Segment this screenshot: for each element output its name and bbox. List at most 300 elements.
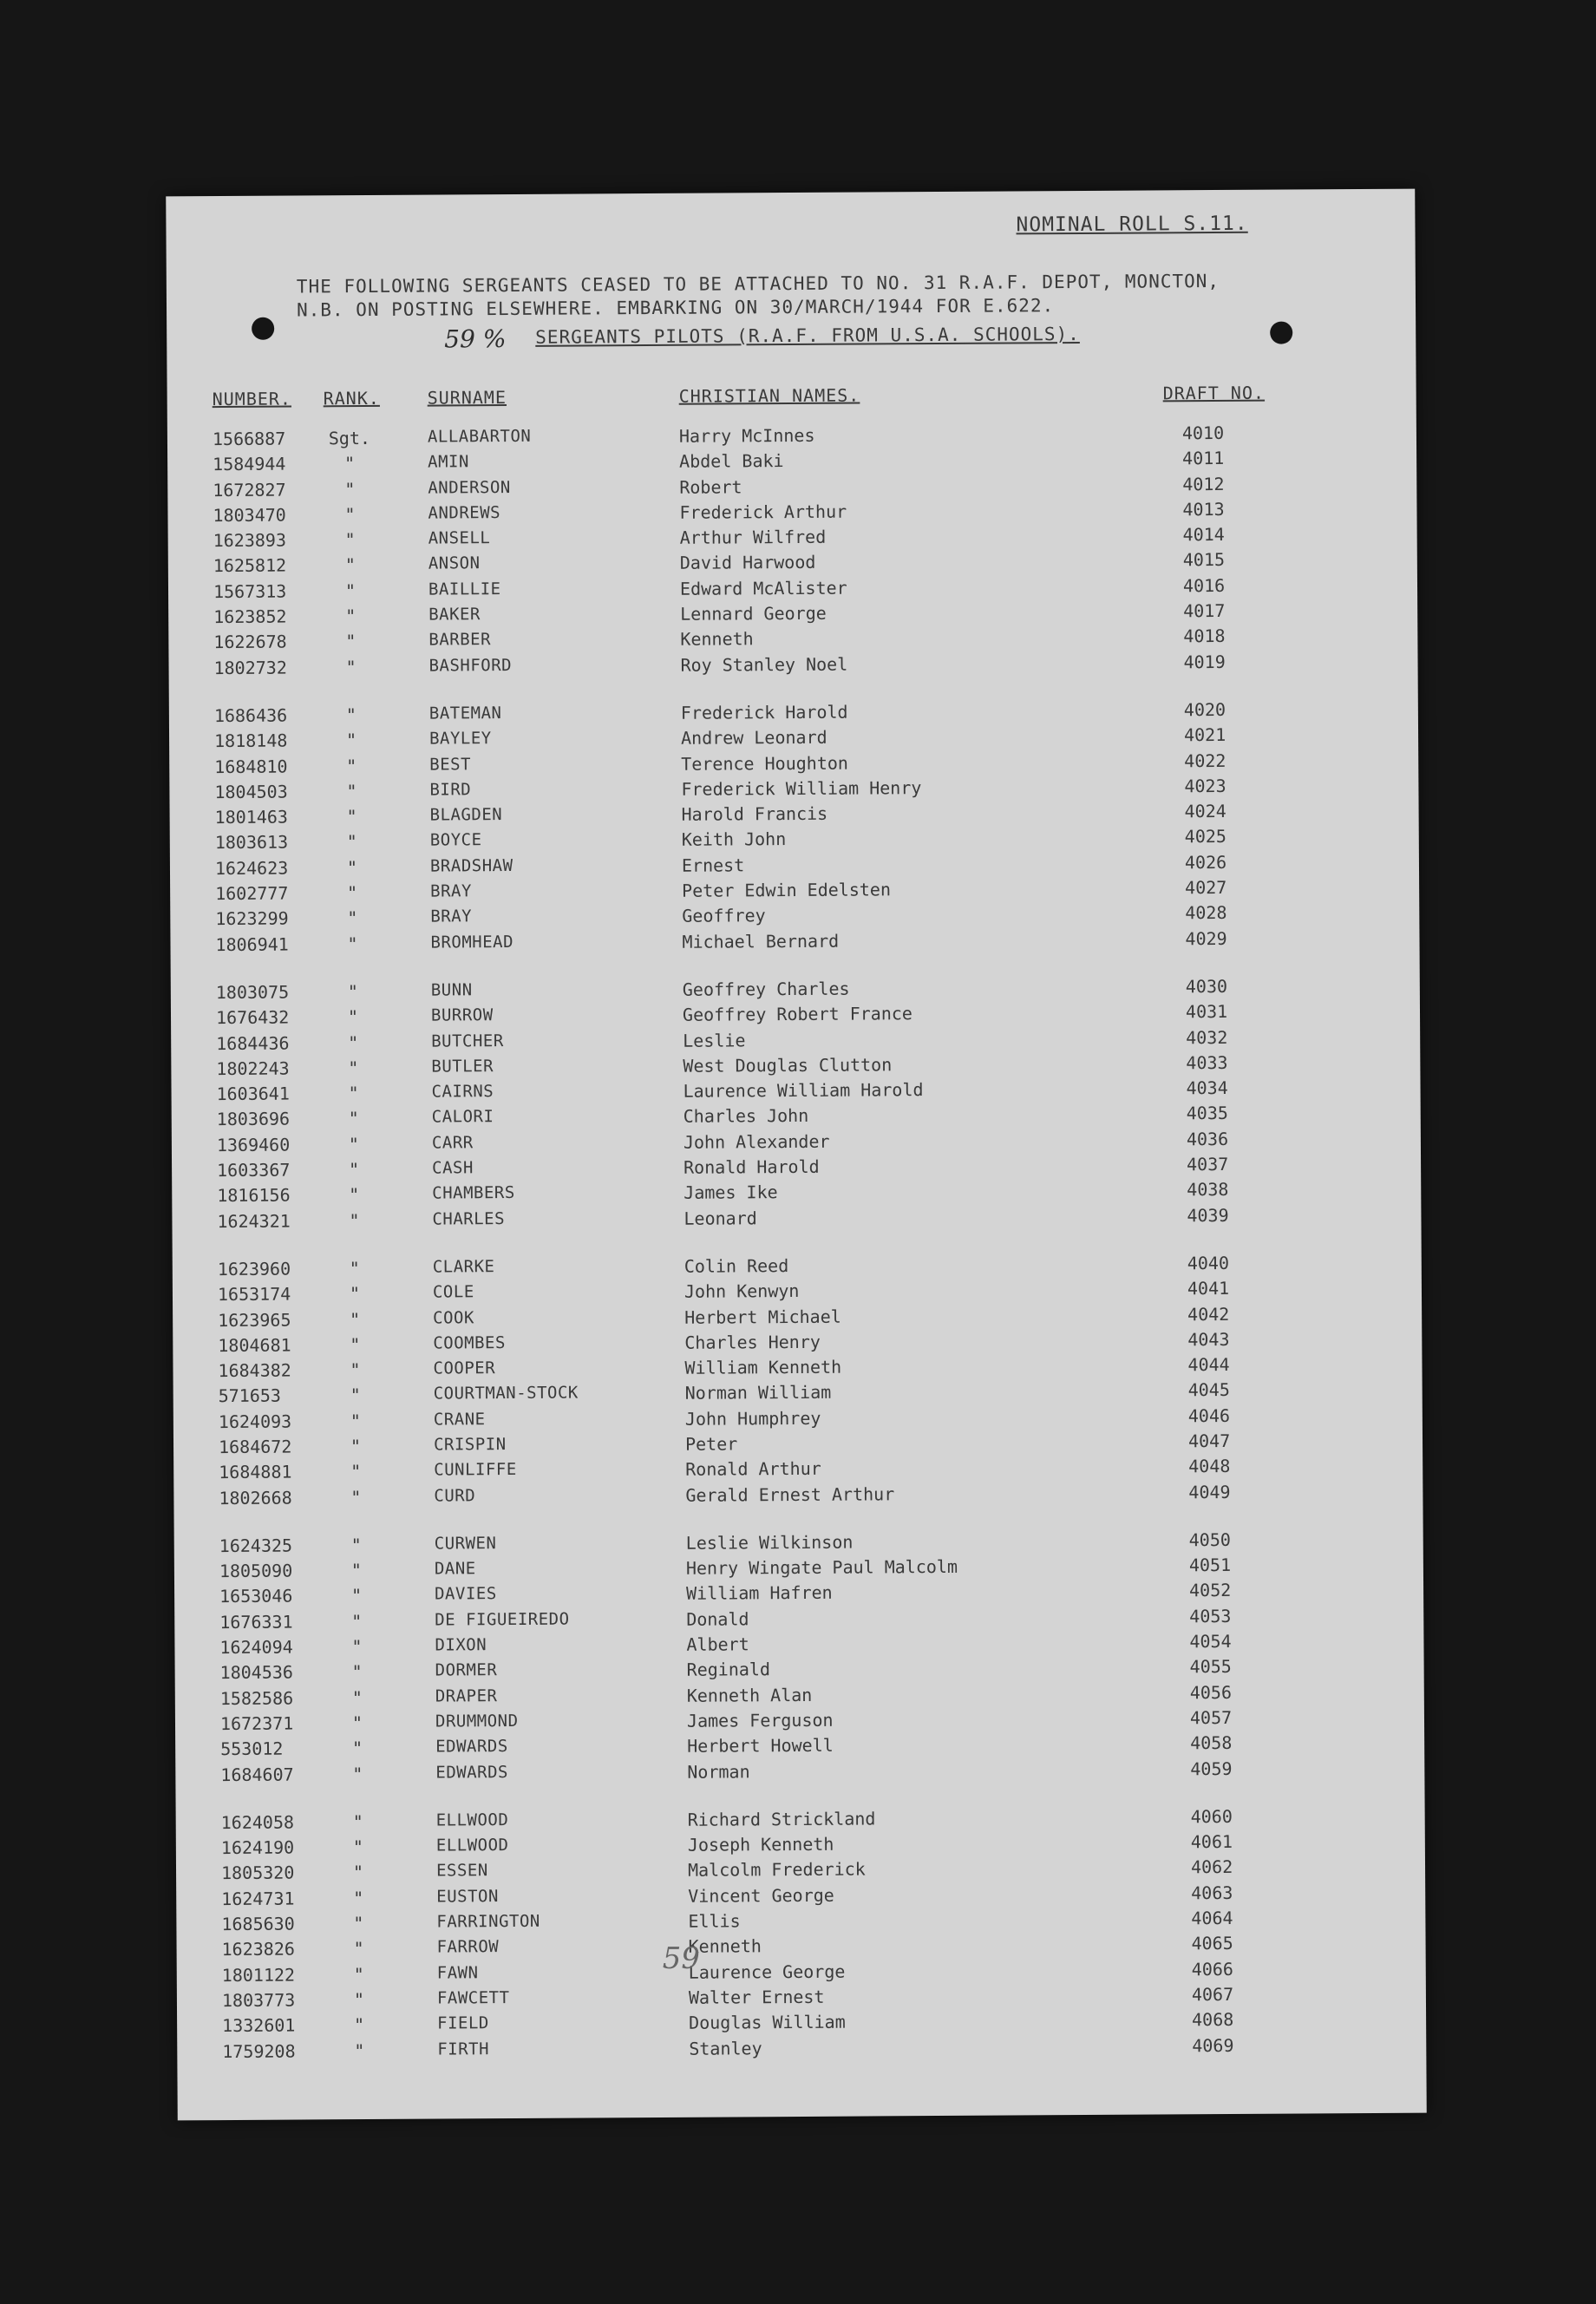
service-number: 1623826 [221,1938,295,1960]
service-number: 1805320 [220,1862,295,1884]
service-number: 1684436 [216,1032,290,1054]
rank: " [349,1209,360,1231]
rank: " [349,1184,360,1206]
draft-number: 4025 [1184,826,1227,848]
rank: " [348,1083,359,1104]
surname: DRUMMOND [435,1711,519,1731]
draft-number: 4030 [1185,975,1228,998]
rank: " [351,1661,363,1683]
draft-number: 4043 [1187,1328,1230,1351]
surname: CUNLIFFE [434,1460,517,1480]
rank: " [345,605,356,627]
christian-names: James Ferguson [686,1709,834,1731]
surname: CLARKE [432,1257,495,1277]
rank: " [349,1257,360,1280]
surname: BATEMAN [428,704,502,723]
rank: Sgt. [328,427,371,449]
surname: COOK [433,1307,474,1328]
col-header-number: NUMBER. [212,388,292,410]
christian-names: Leslie Wilkinson [685,1531,854,1554]
draft-number: 4055 [1189,1656,1232,1678]
col-header-draft-no: DRAFT NO. [1162,382,1266,404]
christian-names: Roy Stanley Noel [680,653,848,676]
christian-names: Robert [679,475,742,498]
surname: BUTCHER [431,1031,504,1051]
christian-names: Herbert Michael [684,1306,841,1328]
service-number: 1624093 [218,1411,292,1432]
christian-names: Lennard George [680,602,827,625]
draft-number: 4011 [1182,448,1225,469]
surname: COLE [432,1282,474,1302]
christian-names: Vincent George [688,1884,834,1907]
service-number: 1622678 [213,631,287,653]
christian-names: Peter Edwin Edelsten [682,879,892,901]
service-number: 1623852 [213,605,287,628]
service-number: 1624058 [220,1811,295,1833]
draft-number: 4035 [1186,1103,1228,1124]
service-number: 1804681 [218,1334,291,1356]
surname: ESSEN [435,1861,488,1881]
rank: " [353,1988,365,2011]
rank: " [344,478,356,500]
surname: ELLWOOD [435,1836,509,1856]
handwritten-annotation: 59 % [444,324,507,354]
service-number: 1804536 [219,1661,294,1684]
service-number: 1566887 [212,428,286,450]
rank: " [350,1585,363,1607]
christian-names: Ernest [681,854,745,876]
christian-names: Edward McAlister [679,577,847,599]
draft-number: 4019 [1183,651,1226,672]
surname: BAYLEY [428,729,492,749]
christian-names: Leslie [683,1029,746,1051]
col-header-rank: RANK. [323,387,380,409]
rank: " [352,1836,363,1858]
margin-mark: 59 [662,1941,701,1976]
surname: BOYCE [429,830,482,851]
service-number: 1684810 [214,756,288,777]
rank: " [350,1560,363,1581]
document-page [166,189,1427,2121]
rank: " [352,1738,363,1759]
draft-number: 4050 [1188,1528,1231,1551]
rank: " [347,1006,359,1028]
service-number: 1672371 [219,1712,294,1735]
draft-number: 4037 [1187,1153,1229,1175]
service-number: 1623893 [213,529,287,552]
draft-number: 4052 [1189,1580,1232,1601]
christian-names: Gerald Ernest Arthur [685,1483,895,1506]
service-number: 1684382 [218,1359,291,1382]
draft-number: 4068 [1192,2009,1234,2031]
rank: " [351,1686,363,1708]
service-number: 1625812 [213,555,287,577]
christian-names: Norman [687,1760,750,1783]
service-number: 1602777 [215,882,289,905]
rank: " [344,529,356,551]
rank: " [344,579,356,601]
surname: CURD [434,1485,476,1506]
header-text [297,269,1294,322]
rank: " [346,831,357,853]
surname: CARR [431,1132,474,1153]
service-number: 1818148 [214,730,288,752]
draft-number: 4034 [1186,1077,1228,1099]
service-number: 1759208 [222,2040,296,2062]
punch-hole-left [252,317,274,340]
surname: BARBER [428,630,492,650]
rank: " [351,1610,363,1632]
surname: FAWN [436,1962,479,1983]
draft-number: 4058 [1190,1732,1233,1754]
surname: BEST [429,754,472,775]
christian-names: Frederick Harold [680,701,848,723]
christian-names: Douglas William [689,2011,846,2033]
christian-names: Stanley [689,2037,762,2059]
surname: CASH [432,1158,474,1178]
christian-names: John Humphrey [684,1407,821,1430]
surname: EUSTON [436,1886,499,1907]
rank: " [350,1410,361,1431]
draft-number: 4040 [1187,1252,1230,1274]
rank: " [344,453,356,475]
surname: ANSELL [428,528,491,548]
christian-names: Keith John [681,828,787,851]
surname: DE FIGUEIREDO [435,1609,570,1630]
christian-names: Arthur Wilfred [679,526,827,548]
christian-names: Peter [684,1433,738,1455]
christian-names: Geoffrey Robert France [682,1003,912,1026]
service-number: 1801122 [221,1964,296,1986]
draft-number: 4036 [1186,1128,1229,1149]
rank: " [348,1159,360,1181]
surname: ALLABARTON [427,426,532,447]
rank: " [354,2014,365,2036]
rank: " [351,1636,363,1658]
rank: " [352,1763,363,1784]
christian-names: Henry Wingate Paul Malcolm [685,1556,958,1579]
service-number: 1684607 [220,1764,294,1785]
christian-names: Andrew Leonard [680,727,827,749]
rank: " [350,1333,361,1355]
rank: " [350,1436,362,1457]
surname: CRANE [433,1409,486,1430]
rank: " [351,1712,363,1734]
christian-names: Charles Henry [684,1331,821,1353]
rank: " [345,704,356,726]
service-number: 1802732 [213,657,287,678]
surname: FARRINGTON [436,1911,540,1932]
service-number: 1806941 [215,933,289,955]
surname: DAVIES [435,1584,497,1605]
rank: " [347,981,358,1003]
service-number: 1802668 [219,1487,292,1509]
christian-names: Michael Bernard [682,930,840,952]
service-number: 1332601 [222,2014,296,2037]
draft-number: 4023 [1184,775,1226,797]
service-number: 1369460 [216,1134,291,1155]
christian-names: Harold Francis [681,802,828,825]
rank: " [347,933,358,954]
draft-number: 4053 [1189,1605,1232,1627]
service-number: 1624731 [221,1888,295,1909]
rank: " [344,554,356,576]
surname: COOPER [433,1358,496,1378]
surname: ANDERSON [428,477,511,498]
christian-names: West Douglas Clutton [683,1054,893,1077]
christian-names: David Harwood [679,552,816,574]
rank: " [348,1133,360,1155]
draft-number: 4067 [1191,1983,1234,2006]
service-number: 1624321 [217,1210,291,1232]
draft-number: 4028 [1185,902,1227,924]
service-number: 553012 [220,1738,284,1760]
service-number: 1804503 [214,781,288,802]
service-number: 1623965 [218,1309,291,1331]
christian-names: Ronald Harold [684,1155,820,1178]
draft-number: 4042 [1187,1303,1230,1325]
christian-names: Geoffrey [682,905,766,927]
draft-number: 4044 [1187,1354,1230,1376]
service-number: 1816156 [217,1184,291,1207]
rank: " [345,631,356,652]
draft-number: 4046 [1187,1404,1231,1426]
service-number: 1802243 [216,1057,290,1079]
surname: FIRTH [437,2039,490,2059]
draft-number: 4013 [1182,498,1225,520]
christian-names: Terence Houghton [681,752,848,775]
surname: DRAPER [435,1685,498,1706]
draft-number: 4051 [1188,1555,1232,1576]
service-number: 1653174 [217,1283,291,1306]
service-number: 1801463 [214,806,288,828]
col-header-surname: SURNAME [427,387,507,409]
service-number: 1623299 [215,907,289,930]
rank: " [349,1283,361,1305]
draft-number: 4066 [1191,1958,1233,1980]
christian-names: Norman William [684,1382,832,1404]
service-number: 1803696 [216,1108,291,1130]
draft-number: 4021 [1183,724,1226,746]
christian-names: Ellis [688,1910,741,1932]
punch-hole-right [1270,321,1292,344]
surname: ANSON [428,553,481,574]
service-number: 1803075 [215,981,290,1004]
draft-number: 4017 [1183,600,1226,622]
service-number: 1653046 [219,1586,293,1607]
service-number: 571653 [218,1385,282,1407]
draft-number: 4026 [1184,851,1227,874]
rank: " [353,1887,364,1908]
surname: DIXON [435,1635,487,1655]
christian-names: James Ike [684,1181,778,1204]
christian-names: Frederick William Henry [681,776,922,800]
draft-number: 4059 [1190,1757,1233,1779]
service-number: 1603641 [216,1083,290,1105]
christian-names: Joseph Kenneth [687,1833,834,1856]
surname: DANE [434,1559,476,1579]
draft-number: 4020 [1183,698,1226,721]
draft-number: 4016 [1182,574,1226,597]
service-number: 1567313 [213,580,287,602]
surname: CAIRNS [431,1082,494,1102]
rank: " [346,780,357,802]
rank: " [350,1486,362,1508]
header-line-2: N.B. ON POSTING ELSEWHERE. EMBARKING ON 30/MARCH/1944 FOR E.622. [296,295,1055,321]
service-number: 1686436 [213,704,288,727]
surname: ANDREWS [428,502,501,523]
surname: BUNN [430,980,473,1000]
draft-number: 4014 [1182,524,1225,546]
rank: " [346,856,358,878]
service-number: 1624094 [219,1636,293,1659]
surname: BURROW [430,1005,494,1025]
surname: CRISPIN [433,1435,507,1455]
col-header-christian-names: CHRISTIAN NAMES. [678,384,860,407]
rank: " [353,1963,364,1985]
draft-number: 4024 [1184,801,1226,822]
surname: FARROW [436,1937,500,1957]
draft-number: 4031 [1185,1001,1228,1023]
surname: BASHFORD [428,655,513,676]
service-number: 1672827 [213,479,286,501]
draft-number: 4039 [1187,1204,1229,1226]
christian-names: Leonard [684,1207,757,1229]
draft-number: 4041 [1187,1278,1230,1299]
service-number: 1676331 [219,1611,293,1633]
christian-names: Malcolm Frederick [687,1858,866,1882]
surname: EDWARDS [435,1737,508,1757]
service-number: 1805090 [219,1560,293,1582]
surname: DORMER [435,1660,498,1680]
rank: " [345,730,357,751]
surname: BLAGDEN [429,805,503,825]
draft-number: 4065 [1191,1933,1233,1954]
surname: EDWARDS [435,1762,508,1783]
christian-names: Walter Ernest [688,1986,825,2008]
rank: " [350,1534,362,1556]
surname: CURWEN [434,1533,497,1554]
rank: " [347,907,358,929]
draft-number: 4054 [1189,1631,1232,1653]
christian-names: Herbert Howell [687,1735,834,1757]
draft-number: 4048 [1188,1456,1231,1477]
rank: " [348,1108,359,1129]
draft-number: 4018 [1183,625,1226,647]
service-number: 1603367 [217,1159,291,1181]
surname: COOMBES [433,1332,506,1353]
christian-names: Laurence William Harold [683,1079,924,1102]
roll-title: NOMINAL ROLL S.11. [1016,212,1248,237]
draft-number: 4057 [1189,1706,1233,1729]
service-number: 1803613 [214,832,289,854]
rank: " [354,2039,365,2061]
rank: " [348,1057,359,1078]
draft-number: 4063 [1191,1882,1233,1903]
surname: CALORI [431,1107,494,1127]
service-number: 1803470 [213,504,286,526]
rank: " [353,1913,364,1934]
draft-number: 4032 [1186,1026,1228,1048]
christian-names: Albert [686,1633,749,1655]
service-number: 1685630 [221,1913,295,1935]
rank: " [352,1862,364,1883]
surname: BUTLER [431,1056,494,1077]
surname: BRAY [430,881,472,901]
draft-number: 4064 [1191,1907,1233,1929]
rank: " [353,1938,364,1960]
service-number: 1624325 [219,1535,293,1556]
draft-number: 4010 [1181,422,1225,444]
rank: " [348,1031,359,1053]
rank: " [352,1810,363,1832]
rank: " [350,1359,361,1381]
service-number: 1676432 [215,1006,290,1029]
surname: BRAY [430,907,473,926]
service-number: 1624190 [220,1836,295,1859]
service-number: 1803773 [221,1989,296,2011]
draft-number: 4047 [1187,1430,1231,1452]
christian-names: Frederick Arthur [679,501,847,523]
draft-number: 4056 [1189,1681,1233,1703]
christian-names: Colin Reed [684,1254,789,1277]
draft-number: 4022 [1184,749,1226,771]
draft-number: 4029 [1185,927,1227,949]
draft-number: 4069 [1192,2034,1234,2056]
rank: " [347,882,358,904]
christian-names: Kenneth [680,628,754,651]
service-number: 1623960 [217,1258,291,1280]
christian-names: Geoffrey Charles [682,978,850,1000]
surname: AMIN [428,452,469,472]
nominal-roll-list [167,422,1427,2067]
surname: CHAMBERS [432,1183,515,1203]
surname: FAWCETT [436,1987,510,2008]
surname: COURTMAN-STOCK [433,1383,579,1404]
draft-number: 4015 [1182,549,1226,571]
rank: " [350,1384,361,1406]
service-number: 1584944 [213,453,286,475]
service-number: 1582586 [219,1687,294,1709]
christian-names: Richard Strickland [687,1808,876,1830]
service-number: 1624623 [214,857,289,879]
surname: BIRD [429,780,472,800]
rank: " [350,1461,362,1483]
surname: BRADSHAW [429,855,513,876]
christian-names: John Kenwyn [684,1280,800,1302]
surname: ELLWOOD [435,1810,509,1830]
draft-number: 4061 [1190,1831,1233,1853]
christian-names: Donald [686,1608,749,1630]
rank: " [346,806,357,828]
surname: CHARLES [432,1208,506,1229]
subtitle: SERGEANTS PILOTS (R.A.F. FROM U.S.A. SCHOOLS). [535,323,1080,348]
rank: " [350,1308,361,1330]
christian-names: Laurence George [688,1960,846,1983]
rank: " [345,656,356,677]
christian-names: William Kenneth [684,1356,842,1378]
christian-names: William Hafren [686,1582,833,1605]
draft-number: 4049 [1188,1481,1231,1502]
rank: " [344,503,356,526]
draft-number: 4045 [1187,1379,1230,1401]
surname: BROMHEAD [430,932,514,952]
surname: BAILLIE [428,579,501,599]
christian-names: Kenneth Alan [686,1684,813,1706]
christian-names: Reginald [686,1659,771,1681]
draft-number: 4062 [1190,1856,1233,1878]
surname: BAKER [428,605,481,625]
